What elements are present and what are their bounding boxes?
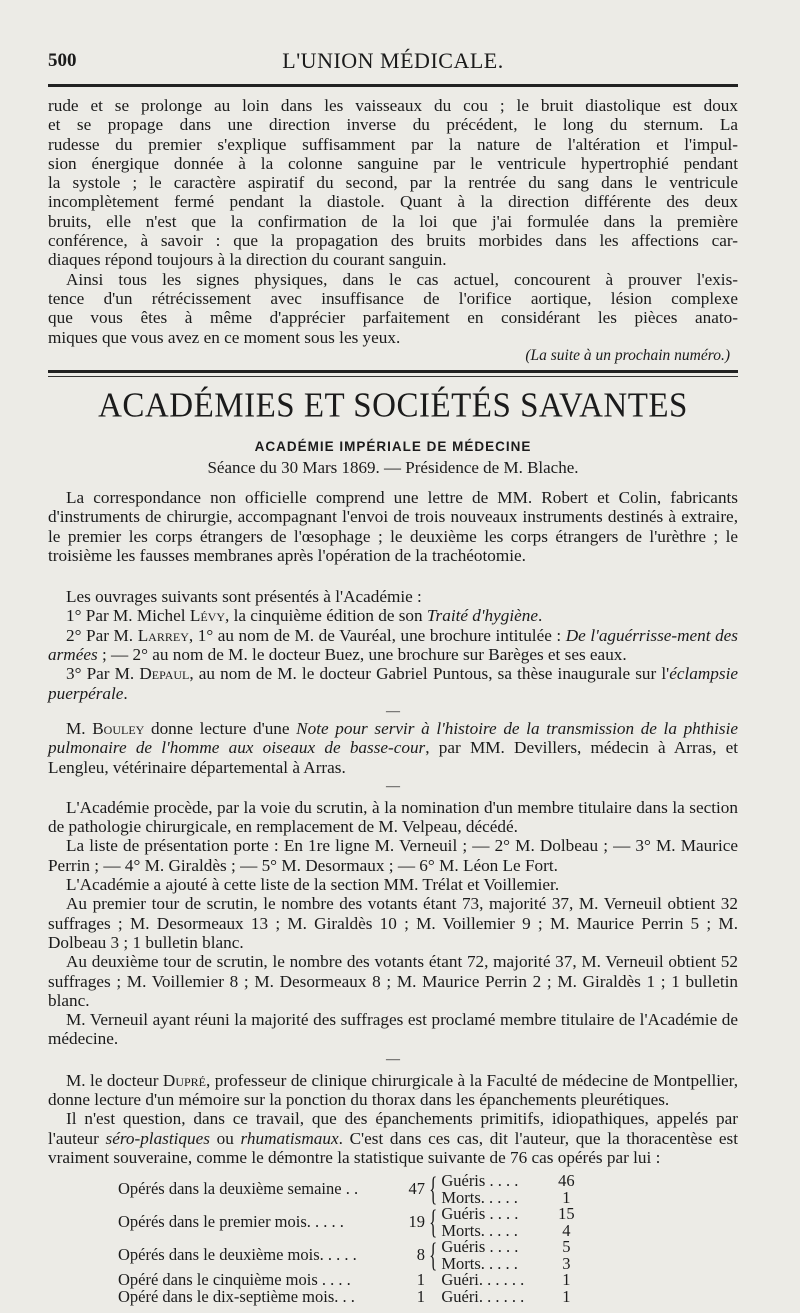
text: , professeur de clinique chirurgicale à la Faculté de médecine de Montpellier, donne lecture d'un mémoire sur la ponction du thorax dans les épanchements pleurétiques. [48,1070,738,1110]
ouvrage-3 [48,664,738,703]
text: ou [209,1128,241,1148]
academy-heading: ACADÉMIE IMPÉRIALE DE MÉDECINE [254,439,532,454]
bouley-paragraph [48,719,738,777]
outcome-value: 1 [562,1286,571,1306]
outcome-label: Morts. . . . . [441,1220,518,1240]
work-title: Traité d'hygiène [426,606,539,626]
text: M. [66,718,93,738]
running-title: L'UNION MÉDICALE. [282,48,504,73]
author-name: Bouley [92,718,145,738]
row-label: Opéré dans le dix-septième mois. . . [118,1286,355,1306]
outcome-value: 15 [558,1204,575,1224]
row-total: 19 [408,1212,425,1232]
section-title: ACADÉMIES ET SOCIÉTÉS SAVANTES [98,387,688,425]
text-line: diaques répond toujours à la direction du courant sanguin. [48,250,447,270]
outcome-value: 1 [562,1270,571,1290]
outcome-value: 5 [562,1237,571,1257]
election-paragraph: L'Académie a ajouté à cette liste de la section MM. Trélat et Voillemier. [66,875,560,895]
spacer [425,1289,441,1306]
text-line: que vous êtes à même d'apprécier parfaitement en considérant les pièces anato- [48,308,738,328]
text: , par MM. Devillers, médecin à Arras, et Lengleu, vétérinaire départemental à Arras. [48,738,739,777]
separator: — [386,778,400,794]
text-line: rude et se prolonge au loin dans les vaisseaux du cou ; le bruit diastolique est doux [48,96,738,115]
author-name: Larrey [137,625,189,645]
paragraph-conclusion [48,270,738,347]
outcome-value: 3 [562,1253,571,1273]
text-line: et se propage dans une direction inverse du précédent, le long du sternum. La [48,115,738,135]
work-title: éclampsie puerpérale [48,664,738,703]
row-label: Opérés dans le premier mois. . . . . [118,1212,344,1232]
row-total: 1 [416,1286,425,1306]
suite-note: (La suite à un prochain numéro.) [525,346,730,364]
seance-heading: Séance du 30 Mars 1869. — Présidence de M. Blache. [207,458,579,477]
paragraph-signs [48,96,738,270]
text: , 1° au nom de M. de Vauréal, une brochure intitulée : [188,625,566,645]
brace-icon: { [429,1203,438,1241]
spacer [425,1272,441,1289]
text: donne lecture d'une [144,718,297,738]
brace-icon: { [429,1236,438,1274]
correspondance-paragraph: La correspondance non officielle comprend une lettre de MM. Robert et Colin, fabricants d'instruments de chirurgie, accompagnant l'envoi de trois nouveaux instruments destinés à extraire, le premier les corps étrangers de l'œsophage ; le deuxième les corps étrangers de l'urèthre ; le troisième les fausses membranes après l'opération de la trachéotomie. [48,488,738,565]
page-header [48,48,738,78]
election-paragraph: M. Verneuil ayant réuni la majorité des suffrages est proclamé membre titulaire de l'Académie de médecine. [48,1010,738,1049]
table-row [118,1289,581,1306]
text: 1° Par M. Michel [66,606,190,626]
ouvrage-2 [48,626,738,665]
text-line: Ainsi tous les signes physiques, dans le cas actuel, concourent à prouver l'exis- [66,269,738,289]
text: . C'est dans ces cas, dit l'auteur, que la thoracentèse est vraiment souveraine, comme le démontre la statistique suivante de 76 cas opérés par lui : [48,1128,738,1167]
election-paragraph: L'Académie procède, par la voie du scrutin, à la nomination d'un membre titulaire dans la section de pathologie chirurgicale, en remplacement de M. Velpeau, décédé. [48,797,738,837]
text-line: miques que vous avez en ce moment sous les yeux. [48,327,401,347]
author-name: Lévy [189,606,226,626]
article-continuation [48,96,738,365]
outcome-label: Morts. . . . . [441,1187,518,1207]
text-line: conférence, à savoir : que la propagation des bruits morbides dans les affections car- [48,231,738,251]
separator: — [386,703,400,719]
statistics-table [118,1170,581,1306]
outcome-label: Guéri. . . . . . [441,1270,525,1290]
outcome-label: Guéris . . . . [441,1237,519,1257]
row-total: 8 [416,1245,425,1265]
row-label: Opéré dans le cinquième mois . . . . [118,1270,351,1290]
travail-paragraph [48,1109,738,1167]
dupre-paragraph [48,1071,738,1110]
row-total: 1 [416,1270,425,1290]
outcome-value: 46 [558,1171,575,1191]
section-rule-bottom [48,376,738,377]
text: M. le docteur [66,1070,163,1090]
text-line: la systole ; le caractère aspiratif du second, par la rentrée du sang dans le ventricule [48,173,738,193]
header-rule [48,84,738,87]
term: rhumatismaux [240,1128,339,1148]
outcome-label: Morts. . . . . [441,1253,518,1273]
text: Il n'est question, dans ce travail, que des épanchements primitifs, idiopathiques, appelés par l'auteur [48,1109,738,1148]
term: séro-plastiques [105,1128,210,1148]
academies-section [48,387,738,1305]
author-name: Depaul [139,664,190,684]
outcome-label: Guéris . . . . [441,1204,519,1224]
text: 3° Par M. [66,664,140,684]
separator: — [386,1051,400,1067]
text: 2° Par M. [66,625,138,645]
ouvrages-intro: Les ouvrages suivants sont présentés à l'Académie : [66,587,422,607]
ouvrage-1 [48,606,738,625]
section-rule-top [48,370,738,373]
work-title: Note pour servir à l'histoire de la transmission de la phthisie pulmonaire de l'homme aux oiseaux de basse-cour [48,718,738,758]
text-line: rudesse du premier s'explique suffisamment par la nature de l'altération et l'impul- [48,134,738,154]
row-total: 47 [408,1179,425,1199]
row-label: Opérés dans la deuxième semaine . . [118,1179,359,1199]
page-number: 500 [48,50,77,71]
outcome-label: Guéri. . . . . . [441,1286,525,1306]
text-line: bruits, elle n'est que la confirmation de la loi que j'ai formulée dans la première [48,211,738,231]
text: , la cinquième édition de son [225,606,427,626]
author-name: Dupré [162,1070,207,1090]
text: , au nom de M. le docteur Gabriel Puntous, sa thèse inaugurale sur l' [189,664,670,684]
text: . [538,606,543,626]
outcome-value: 1 [562,1187,571,1207]
election-paragraph: Au premier tour de scrutin, le nombre des votants étant 73, majorité 37, M. Verneuil obtient 32 suffrages ; M. Desormeaux 13 ; M. Giraldès 10 ; M. Voillemier 9 ; M. Maurice Perrin 5 ; M. Dolbeau 3 ; 1 bulletin blanc. [48,894,738,952]
text-line: incomplètement fermé pendant la diastole. Quant à la direction différente des deux [48,192,738,212]
work-title: De l'aguérrisse-ment des armées [48,625,738,665]
election-paragraph: La liste de présentation porte : En 1re ligne M. Verneuil ; — 2° M. Dolbeau ; — 3° M. Maurice Perrin ; — 4° M. Giraldès ; — 5° M. Desormaux ; — 6° M. Léon Le Fort. [48,836,738,875]
brace-icon: { [429,1170,438,1208]
text: ; — 2° au nom de M. le docteur Buez, une brochure sur Barèges et ses eaux. [97,645,627,665]
outcome-label: Guéris . . . . [441,1171,519,1191]
text-line: tence d'un rétrécissement avec insuffisance de l'orifice aortique, lésion complexe [48,288,738,308]
text: . [123,683,128,703]
row-label: Opérés dans le deuxième mois. . . . . [118,1245,357,1265]
election-paragraph: Au deuxième tour de scrutin, le nombre des votants étant 72, majorité 37, M. Verneuil obtient 52 suffrages ; M. Voillemier 8 ; M. Desormeaux 8 ; M. Maurice Perrin 2 ; M. Giraldès 1 ; 1 bulletin blanc. [48,952,738,1010]
outcome-value: 4 [562,1220,571,1240]
text-line: sion énergique donnée à la colonne sanguine par le ventricule hypertrophié pendant [48,153,738,173]
